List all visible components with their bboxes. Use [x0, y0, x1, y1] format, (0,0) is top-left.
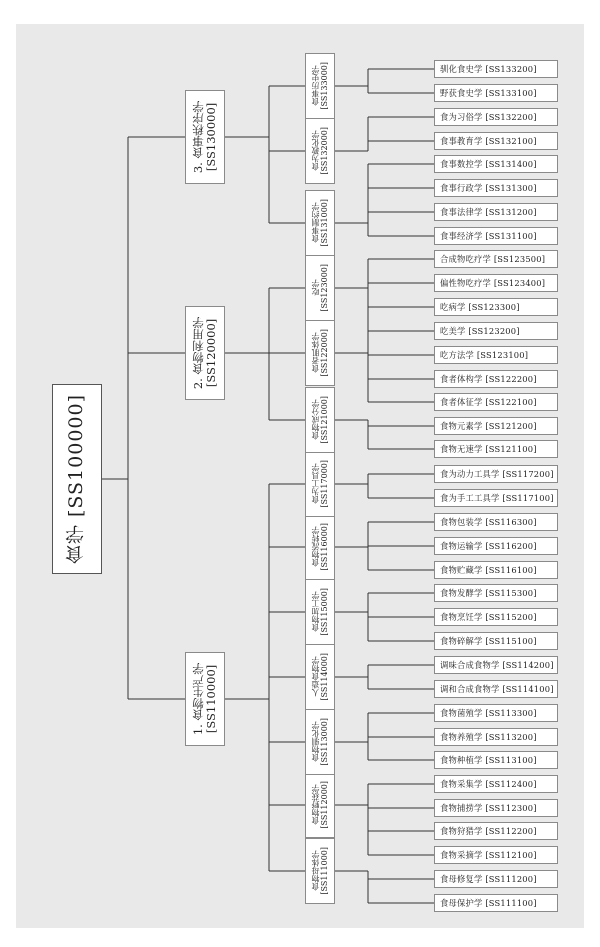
- subject-node: [305, 190, 335, 256]
- discipline-node: [434, 632, 558, 650]
- discipline-node-label: 食物采集学 [SS112400]: [440, 779, 537, 789]
- root-node-label: 食学 [SS100000]: [65, 393, 88, 565]
- discipline-node-label: 食为动力工具学 [SS117200]: [440, 469, 554, 479]
- discipline-node: [434, 513, 558, 531]
- discipline-node: [434, 60, 558, 78]
- subject-node-label: 食事历史学 [SS133000]: [310, 62, 329, 110]
- discipline-node-label: 食者体征学 [SS122100]: [440, 397, 537, 407]
- discipline-node-label: 吃方法学 [SS123100]: [440, 350, 529, 360]
- discipline-node: [434, 417, 558, 435]
- subject-node-label: 食物母体学 [SS111000]: [310, 847, 329, 895]
- discipline-node-label: 食物运输学 [SS116200]: [440, 541, 537, 551]
- subject-node-label: 人造食物学 [SS114000]: [310, 653, 329, 701]
- subject-node: [305, 644, 335, 710]
- discipline-node: [434, 84, 558, 102]
- discipline-node: [434, 870, 558, 888]
- discipline-node-label: 食物元素学 [SS121200]: [440, 421, 537, 431]
- discipline-node: [434, 132, 558, 150]
- discipline-node-label: 食母保护学 [SS111100]: [440, 898, 537, 908]
- discipline-node: [434, 822, 558, 840]
- subject-node: [305, 53, 335, 119]
- subject-node: [305, 255, 335, 321]
- discipline-node-label: 食物养殖学 [SS113200]: [440, 732, 537, 742]
- discipline-node-label: 食为习俗学 [SS132200]: [440, 112, 537, 122]
- discipline-node: [434, 751, 558, 769]
- discipline-node: [434, 537, 558, 555]
- discipline-node: [434, 489, 558, 507]
- subject-node-label: 食为工具学 [SS117000]: [310, 460, 329, 508]
- discipline-node-label: 食事法律学 [SS131200]: [440, 207, 537, 217]
- discipline-node: [434, 298, 558, 316]
- discipline-node: [434, 155, 558, 173]
- subject-node-label: 食者肌体学 [SS122000]: [310, 329, 329, 377]
- discipline-node-label: 食物狩猎学 [SS112200]: [440, 826, 537, 836]
- discipline-node-label: 食者体构学 [SS122200]: [440, 374, 537, 384]
- discipline-node: [434, 108, 558, 126]
- discipline-node-label: 食物捕捞学 [SS112300]: [440, 803, 537, 813]
- branch-node: [185, 306, 225, 400]
- discipline-node: [434, 440, 558, 458]
- discipline-node-label: 食母修复学 [SS111200]: [440, 874, 537, 884]
- discipline-node-label: 食事教育学 [SS132100]: [440, 136, 537, 146]
- discipline-node: [434, 274, 558, 292]
- subject-node: [305, 387, 335, 453]
- discipline-node-label: 食事经济学 [SS131100]: [440, 231, 537, 241]
- subject-node: [305, 451, 335, 517]
- discipline-node: [434, 203, 558, 221]
- subject-node-label: 食物流转学 [SS116000]: [310, 523, 329, 571]
- root-node: [52, 384, 102, 574]
- discipline-node: [434, 799, 558, 817]
- subject-node: [305, 709, 335, 775]
- discipline-node: [434, 894, 558, 912]
- discipline-node: [434, 608, 558, 626]
- subject-node-label: 食为教化学 [SS132000]: [310, 127, 329, 175]
- subject-node-label: 食物加工学 [SS115000]: [310, 588, 329, 636]
- discipline-node-label: 食事数控学 [SS131400]: [440, 159, 537, 169]
- discipline-node-label: 野获食史学 [SS133100]: [440, 88, 537, 98]
- discipline-node: [434, 393, 558, 411]
- discipline-node-label: 食物种植学 [SS113100]: [440, 755, 537, 765]
- discipline-node-label: 调味合成食物学 [SS114200]: [440, 660, 554, 670]
- subject-node-label: 食物野获学 [SS112000]: [310, 781, 329, 829]
- discipline-node: [434, 179, 558, 197]
- subject-node-label: 食物驯化学 [SS113000]: [310, 718, 329, 766]
- subject-node: [305, 579, 335, 645]
- discipline-node: [434, 775, 558, 793]
- discipline-node-label: 食物烹饪学 [SS115200]: [440, 612, 537, 622]
- discipline-node: [434, 680, 558, 698]
- discipline-node-label: 合成物吃疗学 [SS123500]: [440, 254, 546, 264]
- subject-node: [305, 320, 335, 386]
- discipline-node: [434, 728, 558, 746]
- branch-node-label: 3. 食事秩序学 [SS130000]: [190, 100, 218, 174]
- discipline-node-label: 食物无速学 [SS121100]: [440, 444, 537, 454]
- subject-node-label: 食物成分学 [SS121000]: [310, 396, 329, 444]
- discipline-node-label: 调和合成食物学 [SS114100]: [440, 684, 554, 694]
- branch-node-label: 2. 食物利用学 [SS120000]: [190, 316, 218, 390]
- discipline-node: [434, 561, 558, 579]
- discipline-node-label: 食为手工工具学 [SS117100]: [440, 493, 554, 503]
- subject-node: [305, 514, 335, 580]
- discipline-node-label: 食物菌殖学 [SS113300]: [440, 708, 537, 718]
- subject-node: [305, 772, 335, 838]
- discipline-node-label: 食物包装学 [SS116300]: [440, 517, 537, 527]
- subject-node: [305, 118, 335, 184]
- discipline-node: [434, 227, 558, 245]
- discipline-node-label: 食物贮藏学 [SS116100]: [440, 565, 537, 575]
- discipline-node-label: 驯化食史学 [SS133200]: [440, 64, 537, 74]
- branch-node-label: 1. 食物生产学 [SS110000]: [190, 662, 218, 736]
- discipline-node-label: 吃美学 [SS123200]: [440, 326, 520, 336]
- discipline-node: [434, 322, 558, 340]
- discipline-node: [434, 370, 558, 388]
- discipline-node-label: 食物发酵学 [SS115300]: [440, 588, 537, 598]
- discipline-node: [434, 846, 558, 864]
- discipline-node: [434, 656, 558, 674]
- discipline-node-label: 食事行政学 [SS131300]: [440, 183, 537, 193]
- discipline-node-label: 吃病学 [SS123300]: [440, 302, 520, 312]
- subject-node: [305, 838, 335, 904]
- discipline-node-label: 食物采摘学 [SS112100]: [440, 850, 537, 860]
- discipline-node: [434, 704, 558, 722]
- subject-node-label: 食事制约学 [SS131000]: [310, 199, 329, 247]
- branch-node: [185, 652, 225, 746]
- discipline-node: [434, 250, 558, 268]
- branch-node: [185, 90, 225, 184]
- discipline-node: [434, 465, 558, 483]
- subject-node-label: 吃学 [SS123000]: [310, 264, 329, 312]
- discipline-node: [434, 584, 558, 602]
- discipline-node-label: 偏性物吃疗学 [SS123400]: [440, 278, 546, 288]
- discipline-node: [434, 346, 558, 364]
- discipline-node-label: 食物碎解学 [SS115100]: [440, 636, 537, 646]
